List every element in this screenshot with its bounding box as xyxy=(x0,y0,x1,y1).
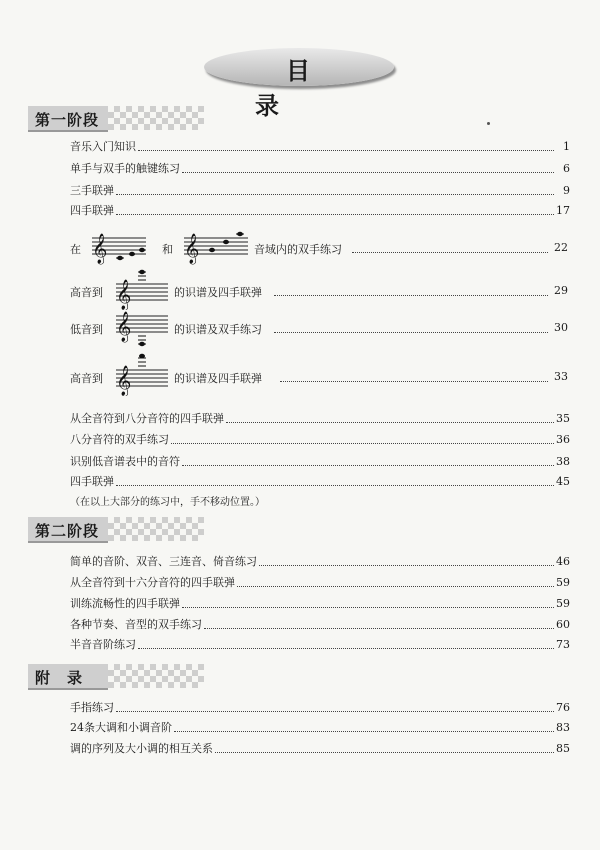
toc-entry-text: 四手联弹 xyxy=(70,475,114,488)
checker-decoration xyxy=(108,517,204,541)
toc-entry-text: 识别低音谱表中的音符 xyxy=(70,455,180,468)
toc-entry-page: 59 xyxy=(556,597,570,610)
toc-entry[interactable] xyxy=(70,593,570,611)
toc-entry-page: 38 xyxy=(556,455,570,468)
toc-entry-text: 音域内的双手练习 xyxy=(254,243,342,256)
treble-staff-icon xyxy=(90,226,148,266)
toc-entry-page: 35 xyxy=(556,412,570,425)
toc-entry-page: 85 xyxy=(556,742,570,755)
section-label-2: 第二阶段 xyxy=(35,522,100,540)
section-label-3: 附 录 xyxy=(35,669,84,687)
toc-entry-prefix: 高音到 xyxy=(70,372,103,385)
toc-entry-prefix: 高音到 xyxy=(70,286,103,299)
toc-entry[interactable] xyxy=(70,136,570,154)
toc-entry-text: 的识谱及双手练习 xyxy=(174,323,262,336)
toc-entry-text: 从全音符到十六分音符的四手联弹 xyxy=(70,576,235,589)
toc-entry-text: 三手联弹 xyxy=(70,184,114,197)
toc-entry[interactable] xyxy=(70,738,570,756)
svg-text:𝄞: 𝄞 xyxy=(116,280,132,310)
section-header-2 xyxy=(28,517,588,543)
toc-entry-page: 6 xyxy=(563,162,570,175)
treble-staff-icon xyxy=(114,352,170,396)
toc-entry-text: 半音音阶练习 xyxy=(70,638,136,651)
toc-entry[interactable] xyxy=(70,200,570,218)
toc-entry-page: 22 xyxy=(554,241,568,254)
toc-entry-text: 单手与双手的触键练习 xyxy=(70,162,180,175)
toc-entry[interactable] xyxy=(70,471,570,489)
toc-entry-text: 的识谱及四手联弹 xyxy=(174,286,262,299)
toc-note: （在以上大部分的练习中，手不移动位置。） xyxy=(70,497,265,508)
treble-staff-icon xyxy=(114,266,170,310)
toc-entry-page: 9 xyxy=(563,184,570,197)
checker-decoration xyxy=(108,664,204,688)
svg-text:𝄞: 𝄞 xyxy=(184,234,200,264)
toc-entry[interactable] xyxy=(70,429,570,447)
toc-entry-text: 训练流畅性的四手联弹 xyxy=(70,597,180,610)
page-title: 目 录 xyxy=(255,57,458,120)
toc-entry-page: 73 xyxy=(556,638,570,651)
toc-entry-page: 29 xyxy=(554,284,568,297)
toc-entry-text: 的识谱及四手联弹 xyxy=(174,372,262,385)
toc-entry-text: 音乐入门知识 xyxy=(70,140,136,153)
toc-entry-text: 手指练习 xyxy=(70,701,114,714)
toc-entry-middle: 和 xyxy=(162,243,173,256)
title-banner xyxy=(198,44,458,120)
toc-entry-text: 四手联弹 xyxy=(70,204,114,217)
toc-entry-text: 调的序列及大小调的相互关系 xyxy=(70,742,213,755)
toc-entry-staff[interactable] xyxy=(70,308,570,352)
toc-entry-prefix: 在 xyxy=(70,243,81,256)
toc-entry-text: 24条大调和小调音阶 xyxy=(70,721,172,734)
toc-entry[interactable] xyxy=(70,572,570,590)
toc-entry[interactable] xyxy=(70,614,570,632)
toc-entry-page: 36 xyxy=(556,433,570,446)
svg-text:𝄞: 𝄞 xyxy=(116,366,132,396)
toc-entry[interactable] xyxy=(70,451,570,469)
toc-entry-prefix: 低音到 xyxy=(70,323,103,336)
toc-entry[interactable] xyxy=(70,717,570,735)
svg-text:𝄞: 𝄞 xyxy=(116,312,132,342)
toc-entry-page: 76 xyxy=(556,701,570,714)
toc-entry-page: 17 xyxy=(556,204,570,217)
toc-entry-text: 从全音符到八分音符的四手联弹 xyxy=(70,412,224,425)
toc-entry[interactable] xyxy=(70,408,570,426)
treble-staff-icon xyxy=(114,308,170,354)
toc-entry-page: 60 xyxy=(556,618,570,631)
section-header-3 xyxy=(28,664,588,690)
toc-entry-staff[interactable] xyxy=(70,226,570,270)
toc-entry[interactable] xyxy=(70,634,570,652)
toc-entry-staff[interactable] xyxy=(70,266,570,310)
toc-entry-text: 八分音符的双手练习 xyxy=(70,433,169,446)
toc-entry[interactable] xyxy=(70,697,570,715)
treble-staff-icon xyxy=(182,226,250,266)
toc-entry-staff[interactable] xyxy=(70,352,570,396)
toc-entry[interactable] xyxy=(70,551,570,569)
toc-entry[interactable] xyxy=(70,158,570,176)
section-header-1 xyxy=(28,106,588,132)
toc-entry-page: 33 xyxy=(554,370,568,383)
toc-entry-page: 45 xyxy=(556,475,570,488)
toc-entry-page: 46 xyxy=(556,555,570,568)
toc-entry-page: 30 xyxy=(554,321,568,334)
toc-entry-page: 1 xyxy=(563,140,570,153)
checker-decoration xyxy=(108,106,204,130)
toc-entry-page: 83 xyxy=(556,721,570,734)
ink-dot xyxy=(487,122,490,125)
toc-entry-text: 简单的音阶、双音、三连音、倚音练习 xyxy=(70,555,257,568)
svg-text:𝄞: 𝄞 xyxy=(92,234,108,264)
toc-entry-page: 59 xyxy=(556,576,570,589)
toc-entry-text: 各种节奏、音型的双手练习 xyxy=(70,618,202,631)
section-label-1: 第一阶段 xyxy=(35,111,100,129)
toc-entry[interactable] xyxy=(70,180,570,198)
